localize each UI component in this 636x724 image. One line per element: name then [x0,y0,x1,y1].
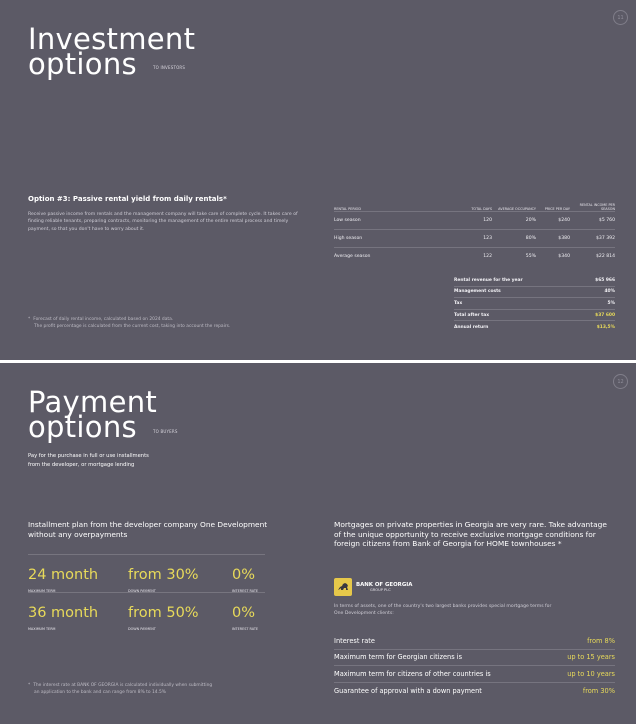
installment-labels [28,627,265,631]
payment-slide [0,363,636,724]
installment-values [28,567,265,583]
table-row [334,211,615,229]
cell-price: $380 [558,236,570,241]
cell-income: $5 760 [598,218,615,223]
footnote-line-2: an application to the bank and can range from 8% to 14.5% [34,689,166,695]
summary-row [454,321,615,333]
bank-subtitle: GROUP PLC [370,588,391,593]
header-income: RENTAL INCOME PER SEASON [579,203,615,211]
page-number: 11 [613,10,628,25]
cell-price: $340 [558,254,570,259]
table-header [334,196,615,211]
investment-slide [0,0,636,360]
down-payment-label: DOWN PAYMENT [128,627,156,631]
audience-tag: TO INVESTORS [153,65,186,70]
footnote-line-1: Forecast of daily rental income, calculated based on 2024 data. [33,317,174,322]
summary-value: $37 600 [595,312,615,318]
page-number: 12 [613,374,628,389]
footnote-line-2: The profit percentage is calculated from the current cost, taking into account the repairs. [34,323,231,329]
rental-table [334,196,615,265]
interest-rate-label: INTEREST RATE [232,627,259,631]
intro-text [28,452,149,469]
mortgage-label: Guarantee of approval with a down payment [334,686,482,695]
page-title [28,385,158,444]
mortgage-terms [334,633,615,699]
summary-value: $13,5% [596,324,615,330]
mortgage-value: up to 10 years [567,669,615,678]
header-days: TOTAL DAYS [471,207,492,211]
cell-income: $22 814 [596,254,615,259]
installment-title: Installment plan from the developer company One Development without any overpayments [28,520,268,539]
installment-values [28,605,265,621]
title-line-1: Investment [28,22,196,56]
cell-days: 122 [483,254,492,259]
term-label: MAXIMUM TERM [28,627,56,631]
interest-rate-value: 0% [232,605,256,621]
header-period: RENTAL PERIOD [334,207,361,211]
down-payment-value: from 30% [128,567,199,583]
option-heading: Option #3: Passive rental yield from daily rentals* [28,195,227,203]
bank-name: BANK OF GEORGIA [356,581,413,588]
mortgage-label: Interest rate [334,636,375,645]
interest-rate-value: 0% [232,567,256,583]
down-payment-value: from 50% [128,605,199,621]
bank-description: In terms of assets, one of the country's two largest banks provides special mortgage terms for One Development clients: [334,604,552,617]
summary-value: 5% [607,300,615,306]
cell-period: High season [334,236,363,241]
option-description: Receive passive income from rentals and the management company will take care of complete cycle. It takes care of finding reliable tenants, preparing contracts, monitoring the management of the entire rental process and timely payment, so that you don't have to worry about it. [28,212,298,232]
mortgage-label: Maximum term for citizens of other countries is [334,669,491,678]
summary-label: Tax [454,300,463,306]
cell-occupancy: 20% [525,218,536,223]
footnote-line-1: The interest rate at BANK OF GEORGIA is calculated individually when submitting [33,683,213,688]
cell-occupancy: 80% [525,236,536,241]
mortgage-row [334,650,615,667]
header-price: PRICE PER DAY [544,207,570,211]
table-row [334,229,615,247]
intro-line-2: from the developer, or mortgage lending [28,461,135,468]
summary-label: Rental revenue for the year [454,277,523,283]
title-line-1: Payment [28,385,158,419]
summary-value: $65 966 [595,277,615,283]
summary-row [454,287,615,299]
mortgage-label: Maximum term for Georgian citizens is [334,653,463,662]
summary-row [454,275,615,287]
down-payment-label: DOWN PAYMENT [128,589,156,593]
term-label: MAXIMUM TERM [28,589,56,593]
cell-income: $37 392 [596,236,615,241]
term-value: 36 month [28,605,99,621]
summary-table [454,275,615,333]
summary-label: Management costs [454,289,501,295]
cell-period: Average season [334,254,371,259]
cell-occupancy: 55% [525,254,536,259]
footnote: * The interest rate at BANK OF GEORGIA is calculated individually when submitting an application to the bank and can range from 8% to 14.5% [28,683,213,695]
interest-rate-label: INTEREST RATE [232,589,259,593]
cell-days: 123 [483,236,492,241]
installment-option [28,554,265,593]
footnote: * Forecast of daily rental income, calculated based on 2024 data. The profit percentage is calculated from the current cost, taking into account the repairs. [28,317,231,329]
summary-row [454,298,615,310]
table-row [334,247,615,265]
title-line-2: options [28,47,137,81]
summary-label: Total after tax [454,312,490,318]
mortgage-value: up to 15 years [567,653,615,662]
audience-tag: TO BUYERS [153,429,178,434]
title-line-2: options [28,410,137,444]
installment-option [28,592,265,631]
summary-value: 40% [604,289,615,295]
mortgage-row [334,683,615,700]
mortgage-row [334,666,615,683]
term-value: 24 month [28,567,99,583]
intro-line-1: Pay for the purchase in full or use installments [28,453,149,459]
mortgage-title: Mortgages on private properties in Georgia are very rare. Take advantage of the unique opportunity to receive exclusive mortgage conditions for foreign citizens from Bank of Georgia for HOME townhouses * [334,520,607,548]
cell-period: Low season [334,218,361,223]
lion-icon [334,578,352,596]
summary-label: Annual return [454,324,489,330]
mortgage-value: from 8% [587,636,615,645]
cell-days: 120 [483,218,492,223]
mortgage-value: from 30% [582,686,615,695]
bank-logo [334,578,412,596]
mortgage-row [334,633,615,650]
cell-price: $240 [558,218,570,223]
summary-row [454,310,615,322]
header-occupancy: AVERAGE OCCUPANCY [498,207,536,211]
